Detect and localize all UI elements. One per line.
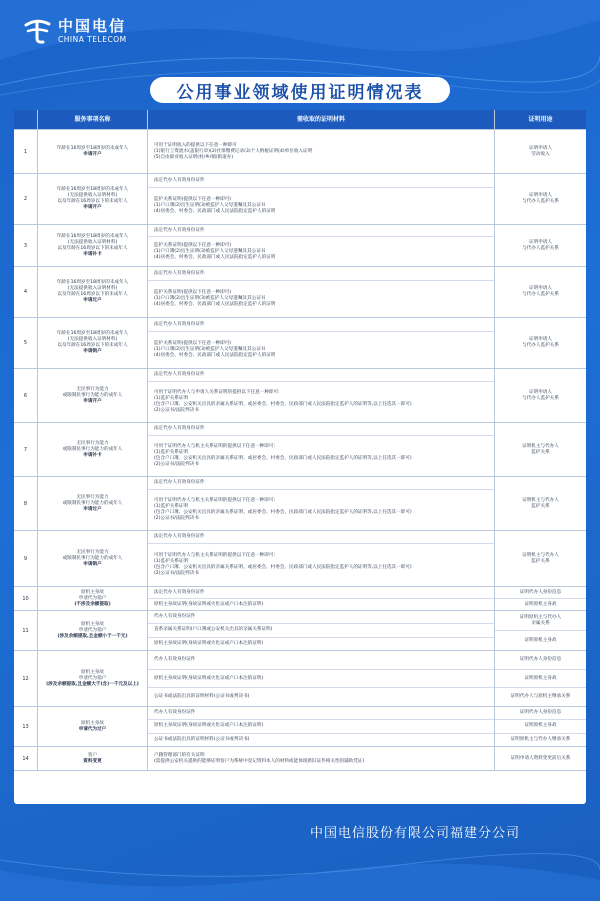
material-line: (4)居委会、村委会、民政部门或人民法院指定监护人的证明: [154, 209, 276, 215]
service-line: 年龄在16周岁至18周岁的未成年人: [56, 145, 129, 151]
material-line: 可用于证明代办人与申请人关系证明的提供以下任意一种即可:: [154, 389, 280, 395]
row-number: 4: [14, 267, 38, 318]
row-number: 2: [14, 174, 38, 225]
material-line: 代办人有效身份证件: [154, 710, 196, 716]
material-line: 原机主身故证明(身故证明或火化证或户口本注销证明): [154, 601, 264, 607]
service-line: 申请代为销户: [78, 627, 107, 633]
materials-cell: [148, 531, 495, 587]
material-line: 法定代办人有效身份证件: [154, 227, 205, 233]
service-line: (涉及余额提取,且金额大于(含)一千元及以上): [46, 681, 139, 687]
usage-item: 证明代办人身份信息: [495, 587, 586, 599]
service-line: (无法提供收入证明材料): [67, 239, 118, 245]
service-name: [38, 369, 148, 423]
service-name: [38, 423, 148, 477]
usage-cell: [495, 477, 586, 531]
material-item: [148, 436, 494, 476]
service-line: 年龄在16周岁至18周岁的未成年人: [56, 187, 129, 192]
service-name: [38, 225, 148, 267]
china-telecom-logo-icon: [22, 16, 52, 46]
material-item: [148, 531, 494, 544]
material-line: 原机主身故证明(身故证明或火化证或户口本注销证明): [154, 723, 264, 729]
row-number: 5: [14, 318, 38, 369]
material-item: [148, 281, 494, 317]
material-item: [148, 267, 494, 281]
material-line: (2)公证书/法院判决书: [154, 461, 199, 467]
usage-cell: [495, 531, 586, 587]
material-item: [148, 477, 494, 490]
material-item: [148, 599, 494, 610]
service-line: 申请代为销户: [78, 675, 107, 681]
service-name: [38, 587, 148, 611]
service-name: [38, 130, 148, 174]
usage-cell: [495, 423, 586, 477]
service-name: [38, 747, 148, 771]
usage-cell: [495, 318, 586, 369]
materials-cell: [148, 130, 495, 174]
material-line: 法定代办人有效身份证件: [154, 177, 205, 183]
brand-logo: [22, 16, 127, 46]
service-line: 原机主身故: [81, 589, 104, 595]
usage-item: 证明原机主身故: [524, 601, 557, 607]
row-number: 3: [14, 225, 38, 267]
material-line: 法定代办人有效身份证件: [154, 479, 205, 485]
usage-cell: [495, 587, 586, 611]
material-item: [148, 624, 494, 637]
material-line: (5)自由职业收入证明(村/乡/镇/街道办): [154, 154, 234, 160]
material-line: (包含户口簿、公安机关出具的亲属关系证明、或居委会、村委会、民政部门或人民法院指定监护人的证明等,以上任选其一即可): [154, 401, 412, 407]
material-line: 直系亲属关系证明(户口簿或公安机关出具的亲属关系证明): [154, 627, 273, 633]
service-line: 或限制民事行为能力的成年人: [62, 446, 123, 452]
material-item: [148, 747, 494, 770]
material-item: [148, 688, 494, 706]
service-line: 无民事行为能力: [76, 386, 109, 392]
material-line: 公证书或法院出具的证明材料(公证书或判决书): [154, 736, 250, 742]
material-item: [148, 490, 494, 530]
row-number: 1: [14, 130, 38, 174]
service-line: 申请代为销户: [78, 595, 107, 601]
material-item: [148, 369, 494, 382]
material-line: 代办人有效身份证件: [154, 614, 196, 620]
materials-cell: [148, 225, 495, 267]
service-name: [38, 651, 148, 707]
service-line: 原机主身故: [81, 669, 104, 675]
service-line: 以及年龄在16周岁以下的未成年人: [57, 292, 128, 297]
materials-cell: [148, 747, 495, 771]
material-line: (1)监护关系证明: [154, 395, 189, 401]
service-line: 申请开户: [83, 151, 102, 157]
usage-cell: [495, 267, 586, 318]
material-line: (1)户口簿(2)出生证明(3)被监护人父母遗嘱及其公证书: [154, 203, 266, 209]
material-line: (包含户口簿、公安机关出具的亲属关系证明、或居委会、村委会、民政部门或人民法院指定监护人的证明等,以上任选其一即可): [154, 455, 412, 461]
service-name: [38, 611, 148, 651]
service-name: [38, 531, 148, 587]
material-line: 法定代办人有效身份证件: [154, 425, 205, 431]
usage-item: 证明申请人 与代办人监护关系: [522, 193, 559, 204]
service-line: 无民事行为能力: [76, 549, 109, 555]
usage-item: 证明原机主身故: [524, 637, 557, 643]
materials-cell: [148, 174, 495, 225]
service-line: 申请开户: [83, 398, 102, 404]
material-item: [148, 707, 494, 720]
service-line: (无法提供收入证明材料): [67, 193, 118, 198]
usage-item: 证明机主与代办人 监护关系: [522, 552, 559, 564]
material-line: (1)银行工资流水(盖银行章)(2)社保缴费记录(3)个人纳税证明(4)单位收入证明: [154, 148, 313, 154]
material-line: (2)公证书/法院判决书: [154, 515, 199, 521]
material-line: (4)居委会、村委会、民政部门或人民法院指定监护人的证明: [154, 254, 276, 260]
usage-cell: [495, 651, 586, 707]
row-number: 6: [14, 369, 38, 423]
page-header: [0, 0, 600, 120]
material-line: (1)监护关系证明: [154, 559, 189, 564]
usage-item: 证明申请人 与代办人监护关系: [522, 389, 559, 401]
footer-wave-decoration: [0, 840, 600, 901]
row-number: 9: [14, 531, 38, 587]
material-item: [148, 225, 494, 237]
material-line: (4)居委会、村委会、民政部门或人民法院指定监护人的证明: [154, 353, 276, 359]
usage-item: 证明原机主与代办人继承关系: [510, 736, 571, 742]
materials-cell: [148, 611, 495, 651]
service-name: [38, 174, 148, 225]
material-line: 法定代办人有效身份证件: [154, 534, 205, 539]
materials-cell: [148, 423, 495, 477]
service-line: 资料变更: [83, 758, 102, 764]
material-line: 监护关系证明(提供以下任意一种即可): [154, 197, 232, 203]
table-header-cell: 服务事项名称: [38, 110, 148, 130]
material-line: 代办人有效身份证件: [154, 656, 196, 662]
material-line: (2)公证书/法院判决书: [154, 407, 199, 413]
table-header-cell: 证明用途: [495, 110, 586, 130]
usage-item: 证明代办人身份信息: [495, 707, 586, 720]
service-line: 原机主身故: [81, 720, 104, 726]
service-line: 申请过户: [83, 506, 102, 512]
material-line: (1)户口簿(2)出生证明(3)被监护人父母遗嘱及其公证书: [154, 248, 266, 254]
service-line: 申请销户: [83, 561, 102, 567]
row-number: 13: [14, 707, 38, 747]
service-line: 或限制民事行为能力的成年人: [62, 392, 123, 398]
material-line: 可用于证明收入的提供以下任意一种即可: [154, 142, 237, 148]
certificate-table: [14, 110, 586, 804]
material-line: 原机主身故证明(身故证明或火化证或户口本注销证明): [154, 640, 264, 646]
material-item: [148, 638, 494, 650]
brand-name-en: CHINA TELECOM: [58, 35, 127, 44]
material-line: 公证书或法院出具的证明材料(公证书或判决书): [154, 694, 250, 700]
usage-item: 证明代办人与原机主继承关系: [510, 694, 571, 700]
material-item: [148, 611, 494, 624]
material-line: 可用于证明代办人与机主关系证明的提供以下任意一种即可:: [154, 497, 275, 503]
service-name: [38, 707, 148, 747]
service-line: 申请销户: [83, 349, 102, 354]
material-line: 户籍管理部门的有关证明: [154, 752, 205, 758]
materials-cell: [148, 707, 495, 747]
material-item: [148, 720, 494, 733]
page-title: 公用事业领域使用证明情况表: [150, 77, 450, 103]
service-line: 以及年龄在16周岁以下的未成年人: [57, 245, 128, 251]
usage-item: 证明原机主身故: [495, 720, 586, 733]
material-line: 监护关系证明(提供以下任意一种即可): [154, 341, 232, 347]
service-line: 年龄在16周岁至18周岁的未成年人: [56, 233, 129, 239]
service-line: 申请补卡: [83, 251, 102, 257]
material-line: 法定代办人有效身份证件: [154, 270, 205, 276]
material-line: (2)公证书/法院判决书: [154, 571, 199, 576]
material-line: (需提供公安机关提供的能够证明客户为系统中登记资料本人的材料或能体现新旧证件相关性的辅助凭证): [154, 758, 365, 764]
usage-cell: [495, 707, 586, 747]
material-line: (包含户口簿、公安机关出具的亲属关系证明、或居委会、村委会、民政部门或人民法院指定监护人的证明等,以上任选其一即可): [154, 565, 412, 570]
usage-cell: [495, 225, 586, 267]
material-item: [148, 318, 494, 332]
service-line: 申请过户: [83, 298, 102, 303]
material-item: [148, 332, 494, 368]
service-line: 或限制民事行为能力的成年人: [62, 500, 123, 506]
material-item: [148, 544, 494, 586]
row-number: 11: [14, 611, 38, 651]
service-line: (涉及余额提取,且金额小于一千元): [57, 633, 128, 639]
service-name: [38, 318, 148, 369]
material-line: (4)居委会、村委会、民政部门或人民法院指定监护人的证明: [154, 302, 276, 308]
table-header-cell: [14, 110, 38, 130]
material-item: [148, 670, 494, 689]
material-line: 监护关系证明(提供以下任意一种即可): [154, 242, 232, 248]
usage-item: 证明机主与代办人 监护关系: [522, 443, 559, 455]
material-item: [148, 734, 494, 746]
material-item: [148, 382, 494, 422]
material-line: 法定代办人有效身份证件: [154, 321, 205, 327]
material-line: (包含户口簿、公安机关出具的亲属关系证明、或居委会、村委会、民政部门或人民法院指定监护人的证明等,以上任选其一即可): [154, 509, 412, 515]
service-line: 申请开户: [83, 205, 102, 210]
usage-cell: [495, 130, 586, 174]
usage-item: 证明原机主与代办人 亲属关系: [495, 611, 586, 631]
material-line: 可用于证明代办人与机主关系证明的提供以下任意一种即可:: [154, 553, 275, 558]
usage-cell: [495, 747, 586, 771]
material-item: [148, 423, 494, 436]
material-line: 监护关系证明(提供以下任意一种即可): [154, 290, 232, 296]
row-number: 10: [14, 587, 38, 611]
service-line: 年龄在16周岁至18周岁的未成年人: [56, 331, 129, 336]
material-line: (1)户口簿(2)出生证明(3)被监护人父母遗嘱及其公证书: [154, 296, 266, 302]
company-footer: 中国电信股份有限公司福建分公司: [309, 826, 520, 841]
service-line: (无法提供收入证明材料): [67, 337, 118, 342]
service-line: 无民事行为能力: [76, 440, 109, 446]
usage-item: 证明机主与代办人 监护关系: [522, 497, 559, 509]
usage-item: 证明申请人 与代办人监护关系: [522, 239, 559, 251]
material-line: (1)监护关系证明: [154, 503, 189, 509]
material-line: 原机主身故证明(身故证明或火化证或户口本注销证明): [154, 675, 264, 681]
materials-cell: [148, 587, 495, 611]
row-number: 7: [14, 423, 38, 477]
brand-name-cn: 中国电信: [58, 17, 127, 35]
service-line: 客户: [87, 752, 98, 758]
row-number: 12: [14, 651, 38, 707]
material-line: (1)户口簿(2)出生证明(3)被监护人父母遗嘱及其公证书: [154, 347, 266, 353]
service-line: 无民事行为能力: [76, 494, 109, 500]
materials-cell: [148, 477, 495, 531]
material-item: [148, 237, 494, 266]
service-line: 原机主身故: [81, 621, 104, 627]
materials-cell: [148, 267, 495, 318]
row-number: 8: [14, 477, 38, 531]
usage-item: 证明代办人身份信息: [495, 651, 586, 670]
usage-item: 证明申请人 劳动收入: [529, 145, 552, 157]
table-header-cell: 需收取的证明材料: [148, 110, 495, 130]
material-line: 法定代办人有效身份证件: [154, 371, 205, 377]
material-item: [148, 651, 494, 670]
service-name: [38, 477, 148, 531]
service-name: [38, 267, 148, 318]
service-line: 或限制民事行为能力的成年人: [62, 555, 123, 561]
material-item: [148, 587, 494, 599]
usage-cell: [495, 369, 586, 423]
service-line: 申请代为过户: [78, 726, 107, 732]
service-line: 申请补卡: [83, 452, 102, 458]
usage-item: 证明申请人 与代办人监护关系: [522, 337, 559, 348]
table-grid: [14, 110, 586, 804]
materials-cell: [148, 651, 495, 707]
usage-item: 证明申请人 与代办人监护关系: [522, 286, 559, 297]
material-item: [148, 174, 494, 188]
material-line: 可用于证明代办人与机主关系证明的提供以下任意一种即可:: [154, 443, 275, 449]
service-line: 以及年龄在16周岁以下的未成年人: [57, 199, 128, 204]
usage-item: 证明申请人资料变更前后关系: [510, 755, 571, 761]
material-line: 法定代办人有效身份证件: [154, 589, 205, 595]
usage-item: 证明原机主身故: [495, 670, 586, 689]
service-line: (不涉及余额提取): [74, 601, 111, 607]
service-line: (无法提供收入证明材料): [67, 286, 118, 291]
material-line: (1)监护关系证明: [154, 449, 189, 455]
usage-cell: [495, 611, 586, 651]
material-item: [148, 130, 494, 173]
usage-cell: [495, 174, 586, 225]
row-number: 14: [14, 747, 38, 771]
materials-cell: [148, 318, 495, 369]
material-item: [148, 188, 494, 224]
materials-cell: [148, 369, 495, 423]
service-line: 以及年龄在16周岁以下的未成年人: [57, 343, 128, 348]
service-line: 年龄在16周岁至18周岁的未成年人: [56, 280, 129, 285]
